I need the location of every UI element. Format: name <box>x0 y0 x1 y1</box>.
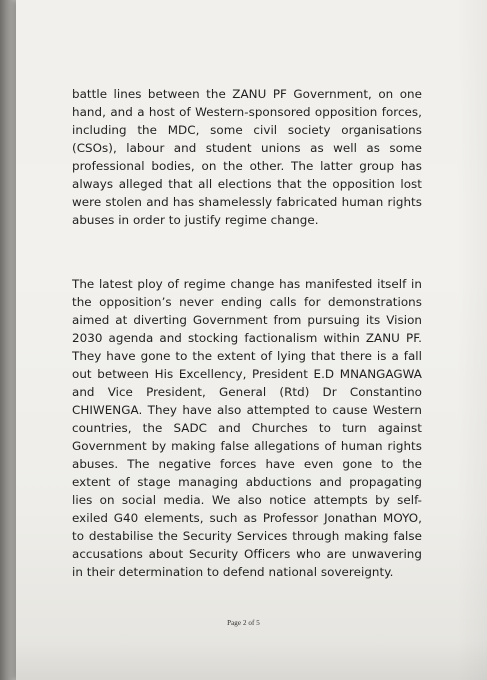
paragraph-battle-lines: battle lines between the ZANU PF Government, on one hand, and a host of Western-sponsored opposition forces, including the MDC, some civil society organisations (CSOs), labour and student unions as well as some professional bodies, on the other. The latter group has always alleged that all elections that the opposition lost were stolen and has shamelessly fabricated human rights abuses in order to justify regime change. <box>72 87 422 227</box>
paragraph-regime-change-ploy: The latest ploy of regime change has manifested itself in the opposition’s never ending calls for demonstrations aimed at diverting Government from pursuing its Vision 2030 agenda and stocking factionalism within ZANU PF. They have gone to the extent of lying that there is a fall out between His Excellency, President E.D MNANGAGWA and Vice President, General (Rtd) Dr Constantino CHIWENGA. They have also attempted to cause Western countries, the SADC and Churches to turn against Government by making false allegations of human rights abuses. The negative forces have even gone to the extent of stage managing abductions and propagating lies on social media. We also notice attempts by self-exiled G40 elements, such as Professor Jonathan MOYO, to destabilise the Security Services through making false accusations about Security Officers who are unwavering in their determination to defend national sovereignty. <box>72 277 422 579</box>
paper-shadow-bottom <box>16 640 487 680</box>
paper-shadow <box>457 0 487 680</box>
page-number-footer: Page 2 of 5 <box>227 619 260 627</box>
